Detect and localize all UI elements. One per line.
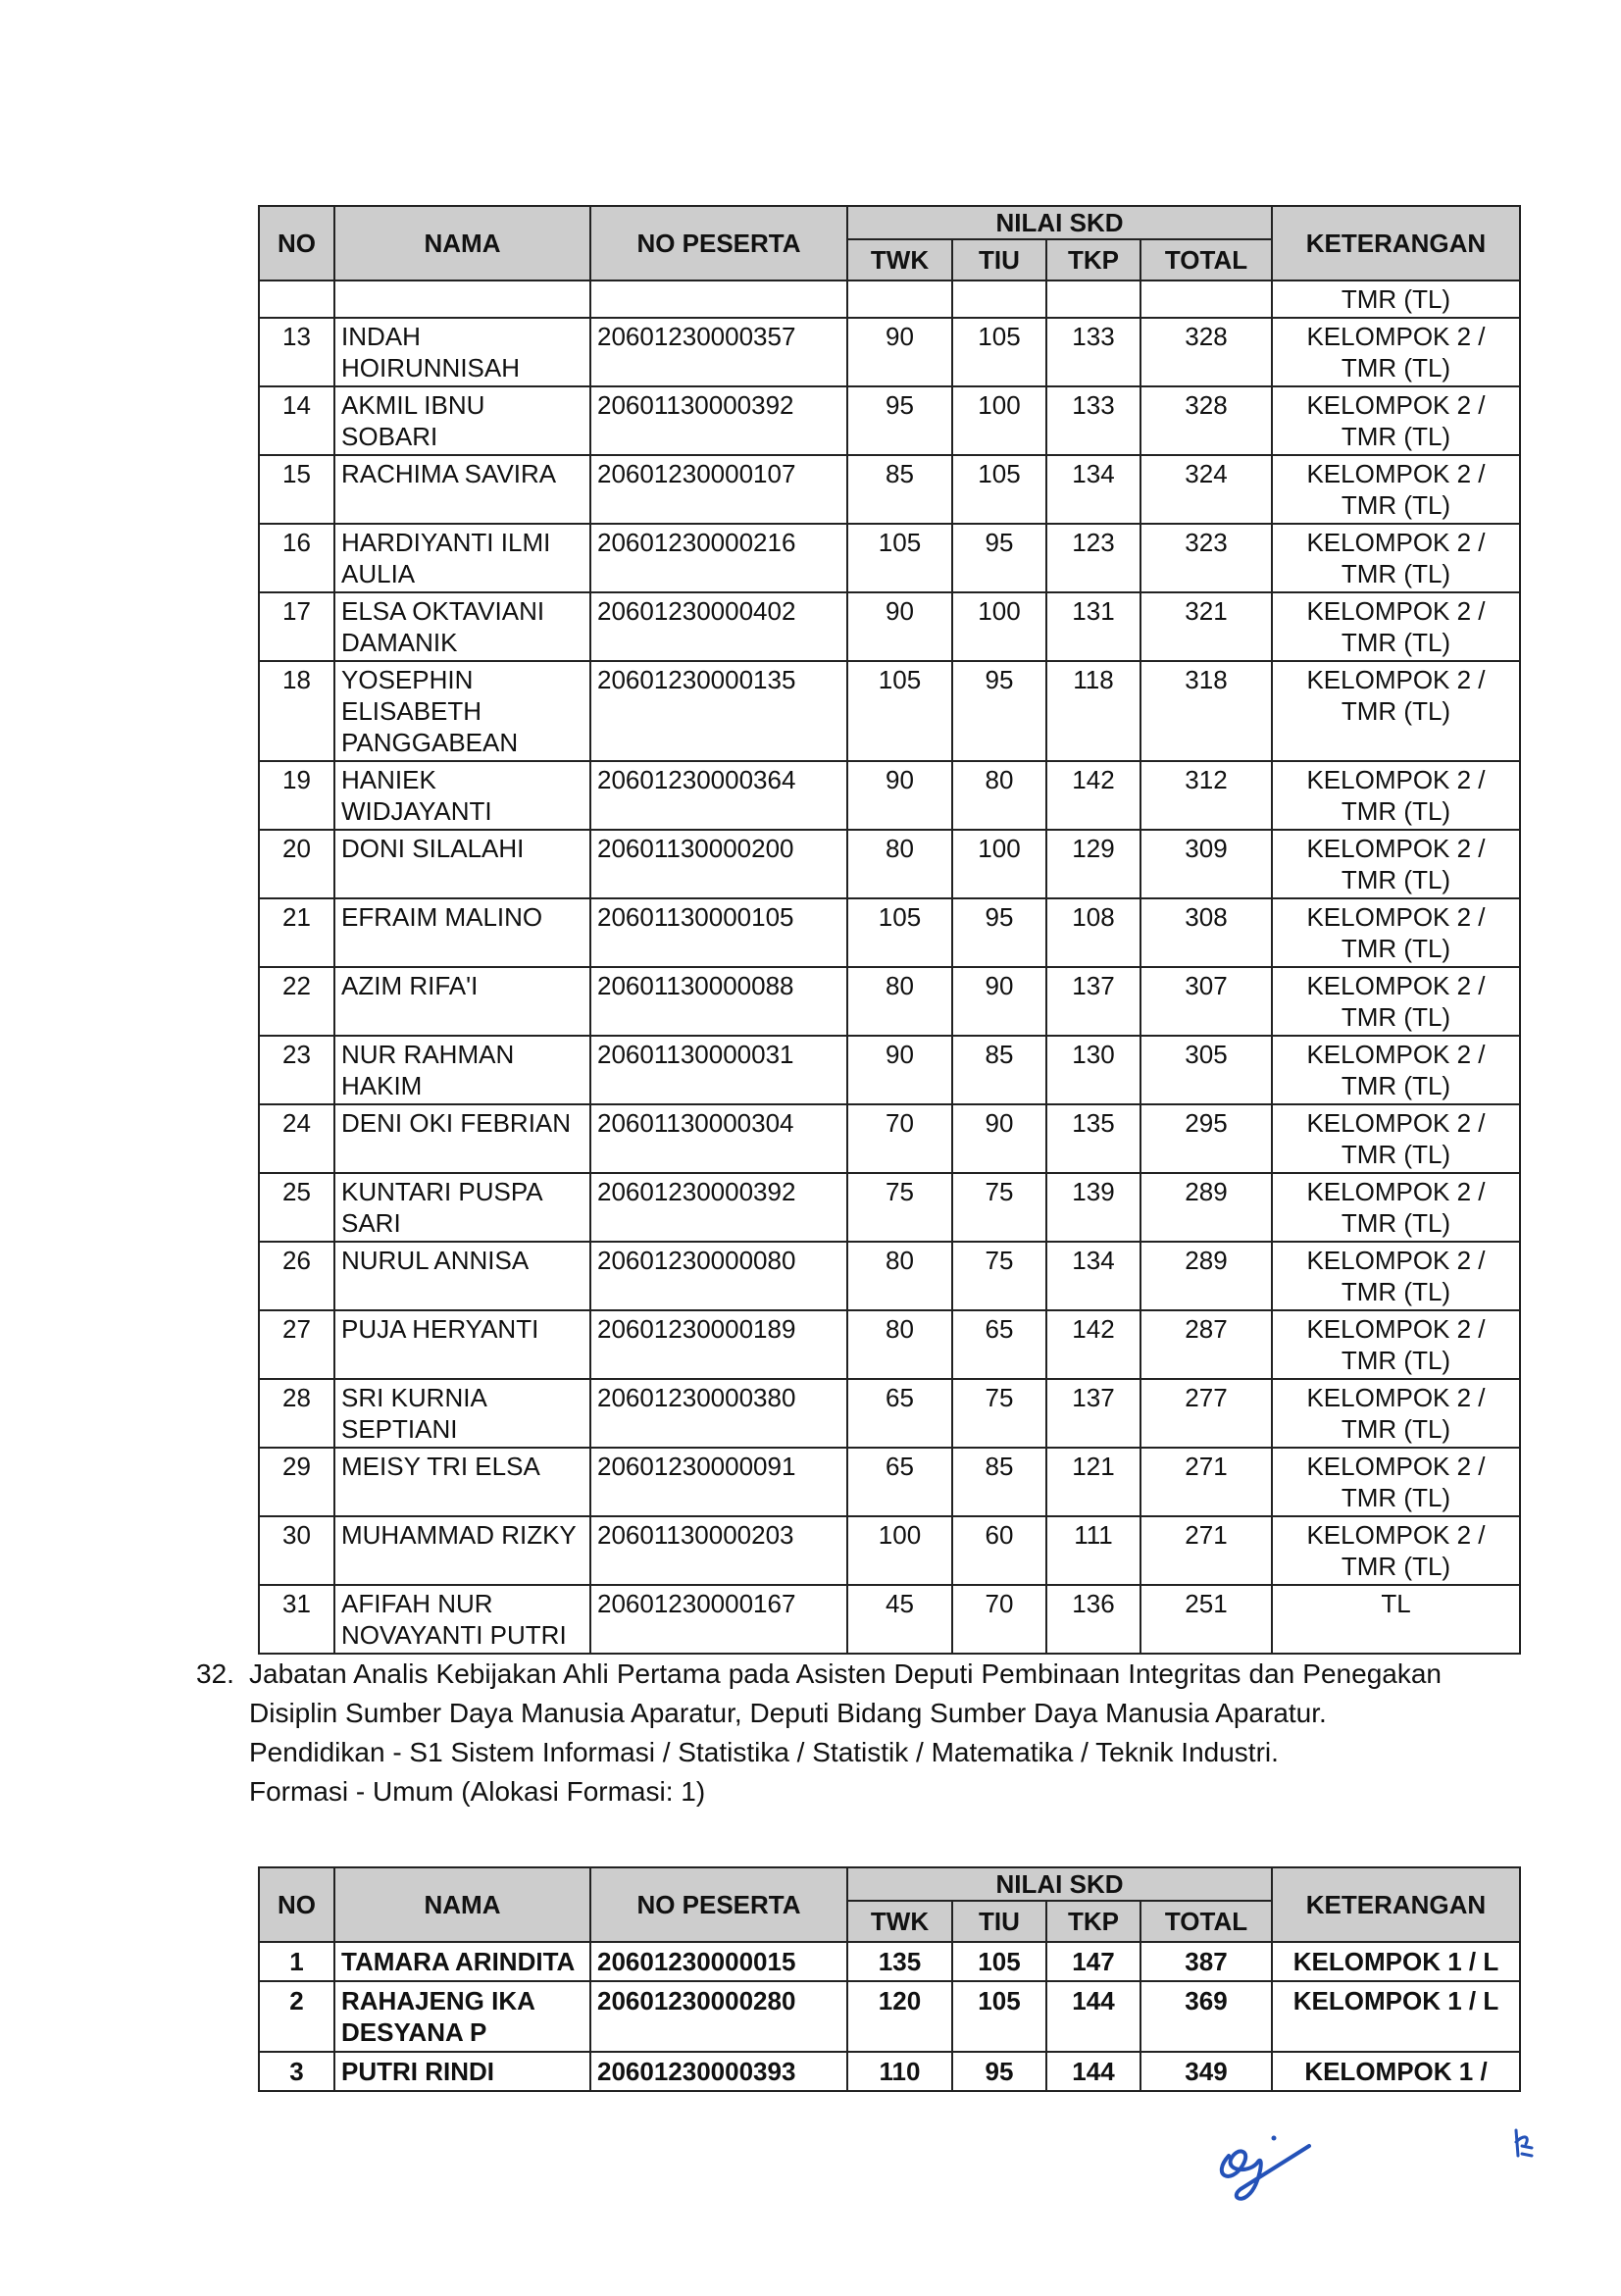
table-row [259, 1173, 1520, 1242]
table-row [259, 1310, 1520, 1379]
cell-nama: NUR RAHMAN HAKIM [334, 1036, 590, 1104]
cell-tiu: 100 [952, 386, 1046, 455]
table-row [259, 592, 1520, 661]
header-nilai-skd: NILAI SKD [847, 206, 1272, 239]
score-table-formasi-31 [258, 205, 1521, 1655]
cell-total: 321 [1140, 592, 1272, 661]
pendidikan-line: Pendidikan - S1 Sistem Informasi / Statistika / Statistik / Matematika / Teknik Industri. [249, 1737, 1279, 1767]
table-row [259, 524, 1520, 592]
cell-tkp: 118 [1046, 661, 1140, 761]
cell-tkp: 147 [1046, 1942, 1140, 1981]
cell-tiu: 65 [952, 1310, 1046, 1379]
table-row [259, 1036, 1520, 1104]
cell-no: 28 [259, 1379, 334, 1448]
header-no: NO [259, 206, 334, 281]
cell-no: 25 [259, 1173, 334, 1242]
cell-tiu: 90 [952, 967, 1046, 1036]
cell-twk: 105 [847, 661, 952, 761]
table-row [259, 1379, 1520, 1448]
table-row [259, 318, 1520, 386]
cell-total: 369 [1140, 1981, 1272, 2052]
cell-tiu: 60 [952, 1516, 1046, 1585]
cell-no-peserta: 20601130000031 [590, 1036, 847, 1104]
cell-tkp: 136 [1046, 1585, 1140, 1654]
cell-nama: TAMARA ARINDITA [334, 1942, 590, 1981]
cell-tiu: 85 [952, 1448, 1046, 1516]
cell-twk: 105 [847, 524, 952, 592]
cell-tiu: 80 [952, 761, 1046, 830]
table-row [259, 761, 1520, 830]
cell-tiu: 100 [952, 830, 1046, 898]
signature-initial [1201, 2117, 1329, 2215]
cell-tkp: 137 [1046, 967, 1140, 1036]
cell-twk: 80 [847, 967, 952, 1036]
cell-no-peserta: 20601230000107 [590, 455, 847, 524]
table-row [259, 830, 1520, 898]
cell-tkp: 121 [1046, 1448, 1140, 1516]
cell-tiu: 95 [952, 524, 1046, 592]
cell-tkp: 142 [1046, 1310, 1140, 1379]
cell-nama: ELSA OKTAVIANI DAMANIK [334, 592, 590, 661]
cell-tkp: 133 [1046, 386, 1140, 455]
header-total: TOTAL [1140, 1901, 1272, 1942]
cell-no-peserta: 20601230000216 [590, 524, 847, 592]
cell-total: 318 [1140, 661, 1272, 761]
cell-tkp: 144 [1046, 1981, 1140, 2052]
header-tiu: TIU [952, 239, 1046, 281]
header-nama: NAMA [334, 1867, 590, 1942]
cell-twk: 120 [847, 1981, 952, 2052]
cell-no-peserta: 20601130000304 [590, 1104, 847, 1173]
cell-keterangan: KELOMPOK 2 / TMR (TL) [1272, 592, 1520, 661]
cell-twk: 45 [847, 1585, 952, 1654]
cell-tkp: 130 [1046, 1036, 1140, 1104]
score-table-formasi-32 [258, 1866, 1521, 2092]
cell-tiu: 95 [952, 2052, 1046, 2091]
header-tiu: TIU [952, 1901, 1046, 1942]
cell-tkp: 142 [1046, 761, 1140, 830]
cell-tiu: 70 [952, 1585, 1046, 1654]
cell-total: 271 [1140, 1448, 1272, 1516]
cell-twk: 65 [847, 1379, 952, 1448]
cell-no-peserta: 20601130000105 [590, 898, 847, 967]
table-row [259, 967, 1520, 1036]
cell-no-peserta: 20601230000015 [590, 1942, 847, 1981]
cell-twk: 75 [847, 1173, 952, 1242]
cell-twk: 70 [847, 1104, 952, 1173]
header-twk: TWK [847, 239, 952, 281]
cell-tkp: 137 [1046, 1379, 1140, 1448]
cell-total: 295 [1140, 1104, 1272, 1173]
cell-total: 289 [1140, 1242, 1272, 1310]
cell-nama: NURUL ANNISA [334, 1242, 590, 1310]
cell-twk: 105 [847, 898, 952, 967]
cell-no-peserta: 20601230000167 [590, 1585, 847, 1654]
cell-keterangan: KELOMPOK 2 / TMR (TL) [1272, 1516, 1520, 1585]
cell-tkp: 139 [1046, 1173, 1140, 1242]
cell-total: 312 [1140, 761, 1272, 830]
cell-keterangan: KELOMPOK 2 / TMR (TL) [1272, 830, 1520, 898]
cell-nama: DENI OKI FEBRIAN [334, 1104, 590, 1173]
cell-no-peserta: 20601230000135 [590, 661, 847, 761]
cell-no-peserta: 20601230000364 [590, 761, 847, 830]
cell-no: 21 [259, 898, 334, 967]
cell-twk: 110 [847, 2052, 952, 2091]
cell-nama: HARDIYANTI ILMI AULIA [334, 524, 590, 592]
cell-keterangan: KELOMPOK 1 / [1272, 2052, 1520, 2091]
cell-tiu: 75 [952, 1173, 1046, 1242]
cell-keterangan: KELOMPOK 2 / TMR (TL) [1272, 1036, 1520, 1104]
cell-keterangan: KELOMPOK 2 / TMR (TL) [1272, 1242, 1520, 1310]
table-row [259, 1942, 1520, 1981]
cell-nama: PUTRI RINDI [334, 2052, 590, 2091]
cell-total: 305 [1140, 1036, 1272, 1104]
cell-nama: SRI KURNIA SEPTIANI [334, 1379, 590, 1448]
cell-tkp: 111 [1046, 1516, 1140, 1585]
cell-keterangan: KELOMPOK 2 / TMR (TL) [1272, 1104, 1520, 1173]
cell-no: 14 [259, 386, 334, 455]
header-twk: TWK [847, 1901, 952, 1942]
cell-total: 287 [1140, 1310, 1272, 1379]
cell-tkp: 134 [1046, 455, 1140, 524]
cell-no: 3 [259, 2052, 334, 2091]
cell-tiu: 105 [952, 318, 1046, 386]
cell-total: 289 [1140, 1173, 1272, 1242]
cell-no-peserta: 20601230000393 [590, 2052, 847, 2091]
cell-no: 24 [259, 1104, 334, 1173]
header-tkp: TKP [1046, 1901, 1140, 1942]
cell-keterangan: KELOMPOK 2 / TMR (TL) [1272, 967, 1520, 1036]
header-nilai-skd: NILAI SKD [847, 1867, 1272, 1901]
table-row [259, 898, 1520, 967]
table-row [259, 386, 1520, 455]
cell-twk: 90 [847, 592, 952, 661]
cell-keterangan: KELOMPOK 2 / TMR (TL) [1272, 1448, 1520, 1516]
cell-keterangan: KELOMPOK 2 / TMR (TL) [1272, 524, 1520, 592]
cell-twk: 90 [847, 761, 952, 830]
cell-twk: 65 [847, 1448, 952, 1516]
table-row-carryover [259, 281, 1520, 318]
header-keterangan: KETERANGAN [1272, 1867, 1520, 1942]
cell-no: 17 [259, 592, 334, 661]
cell-tiu: 75 [952, 1242, 1046, 1310]
cell-tiu: 100 [952, 592, 1046, 661]
cell-no-peserta: 20601230000189 [590, 1310, 847, 1379]
cell-no: 22 [259, 967, 334, 1036]
cell-total: 387 [1140, 1942, 1272, 1981]
cell-tiu: 85 [952, 1036, 1046, 1104]
cell-no: 1 [259, 1942, 334, 1981]
cell-total: 328 [1140, 318, 1272, 386]
cell-no: 2 [259, 1981, 334, 2052]
cell-nama: EFRAIM MALINO [334, 898, 590, 967]
cell-keterangan: KELOMPOK 2 / TMR (TL) [1272, 455, 1520, 524]
cell-twk: 80 [847, 1242, 952, 1310]
cell-total: 251 [1140, 1585, 1272, 1654]
cell-no: 23 [259, 1036, 334, 1104]
section-title: Jabatan Analis Kebijakan Ahli Pertama pada Asisten Deputi Pembinaan Integritas dan Penegakan Disiplin Sumber Daya Manusia Aparatur, Deputi Bidang Sumber Daya Manusia Aparatur. [249, 1658, 1442, 1728]
paraf-mark [1510, 2126, 1536, 2162]
header-keterangan: KETERANGAN [1272, 206, 1520, 281]
cell-no: 31 [259, 1585, 334, 1654]
cell-nama: MEISY TRI ELSA [334, 1448, 590, 1516]
cell-nama: AFIFAH NUR NOVAYANTI PUTRI [334, 1585, 590, 1654]
table-row [259, 1448, 1520, 1516]
header-no-peserta: NO PESERTA [590, 206, 847, 281]
cell-twk: 90 [847, 1036, 952, 1104]
cell-no: 13 [259, 318, 334, 386]
header-no: NO [259, 1867, 334, 1942]
cell-total: 271 [1140, 1516, 1272, 1585]
cell-nama: AZIM RIFA'I [334, 967, 590, 1036]
cell-no-peserta: 20601230000080 [590, 1242, 847, 1310]
cell-keterangan: KELOMPOK 2 / TMR (TL) [1272, 1173, 1520, 1242]
table-row [259, 661, 1520, 761]
cell-twk: 95 [847, 386, 952, 455]
cell-tiu: 105 [952, 1942, 1046, 1981]
cell-keterangan: KELOMPOK 2 / TMR (TL) [1272, 1379, 1520, 1448]
cell-nama: INDAH HOIRUNNISAH [334, 318, 590, 386]
cell-keterangan: KELOMPOK 2 / TMR (TL) [1272, 1310, 1520, 1379]
cell-nama: DONI SILALAHI [334, 830, 590, 898]
cell-tkp: 133 [1046, 318, 1140, 386]
cell-no: 18 [259, 661, 334, 761]
cell-nama: MUHAMMAD RIZKY [334, 1516, 590, 1585]
header-tkp: TKP [1046, 239, 1140, 281]
cell-total: 328 [1140, 386, 1272, 455]
cell-tkp: 131 [1046, 592, 1140, 661]
cell-keterangan: KELOMPOK 2 / TMR (TL) [1272, 898, 1520, 967]
cell-total: 349 [1140, 2052, 1272, 2091]
cell-tiu: 90 [952, 1104, 1046, 1173]
cell-no-peserta: 20601230000091 [590, 1448, 847, 1516]
cell-tkp: 123 [1046, 524, 1140, 592]
cell-no: 16 [259, 524, 334, 592]
cell-tiu: 105 [952, 1981, 1046, 2052]
cell-no: 20 [259, 830, 334, 898]
cell-tiu: 95 [952, 898, 1046, 967]
cell-twk: 100 [847, 1516, 952, 1585]
cell-tkp: 144 [1046, 2052, 1140, 2091]
cell-no-peserta: 20601130000392 [590, 386, 847, 455]
cell-keterangan: TMR (TL) [1272, 281, 1520, 318]
cell-total: 308 [1140, 898, 1272, 967]
table-row [259, 1516, 1520, 1585]
cell-no-peserta: 20601130000200 [590, 830, 847, 898]
cell-no-peserta: 20601230000380 [590, 1379, 847, 1448]
cell-tkp: 108 [1046, 898, 1140, 967]
cell-no: 26 [259, 1242, 334, 1310]
cell-total: 324 [1140, 455, 1272, 524]
cell-tiu: 75 [952, 1379, 1046, 1448]
cell-tkp: 135 [1046, 1104, 1140, 1173]
table-row [259, 1242, 1520, 1310]
cell-no: 30 [259, 1516, 334, 1585]
cell-nama: PUJA HERYANTI [334, 1310, 590, 1379]
table-row [259, 1981, 1520, 2052]
table-row [259, 2052, 1520, 2091]
cell-tkp: 129 [1046, 830, 1140, 898]
cell-no-peserta: 20601130000203 [590, 1516, 847, 1585]
cell-nama: KUNTARI PUSPA SARI [334, 1173, 590, 1242]
cell-keterangan: KELOMPOK 2 / TMR (TL) [1272, 661, 1520, 761]
table-row [259, 1585, 1520, 1654]
cell-keterangan: KELOMPOK 1 / L [1272, 1942, 1520, 1981]
cell-tkp: 134 [1046, 1242, 1140, 1310]
cell-total: 307 [1140, 967, 1272, 1036]
table-row [259, 1104, 1520, 1173]
cell-no-peserta: 20601130000088 [590, 967, 847, 1036]
cell-no-peserta: 20601230000402 [590, 592, 847, 661]
cell-no: 29 [259, 1448, 334, 1516]
table-row [259, 455, 1520, 524]
section-number: 32. [196, 1658, 234, 1689]
cell-nama: RACHIMA SAVIRA [334, 455, 590, 524]
cell-total: 323 [1140, 524, 1272, 592]
cell-no: 19 [259, 761, 334, 830]
cell-tiu: 95 [952, 661, 1046, 761]
header-no-peserta: NO PESERTA [590, 1867, 847, 1942]
cell-no-peserta: 20601230000357 [590, 318, 847, 386]
cell-no-peserta: 20601230000280 [590, 1981, 847, 2052]
cell-nama: HANIEK WIDJAYANTI [334, 761, 590, 830]
section-32 [196, 1655, 1442, 1811]
formasi-line: Formasi - Umum (Alokasi Formasi: 1) [249, 1776, 706, 1807]
cell-twk: 80 [847, 830, 952, 898]
cell-no: 27 [259, 1310, 334, 1379]
cell-total: 277 [1140, 1379, 1272, 1448]
header-nama: NAMA [334, 206, 590, 281]
cell-twk: 85 [847, 455, 952, 524]
cell-tiu: 105 [952, 455, 1046, 524]
cell-keterangan: TL [1272, 1585, 1520, 1654]
cell-nama: AKMIL IBNU SOBARI [334, 386, 590, 455]
header-total: TOTAL [1140, 239, 1272, 281]
cell-twk: 135 [847, 1942, 952, 1981]
cell-keterangan: KELOMPOK 1 / L [1272, 1981, 1520, 2052]
cell-keterangan: KELOMPOK 2 / TMR (TL) [1272, 761, 1520, 830]
cell-twk: 90 [847, 318, 952, 386]
cell-keterangan: KELOMPOK 2 / TMR (TL) [1272, 318, 1520, 386]
cell-nama: RAHAJENG IKA DESYANA P [334, 1981, 590, 2052]
cell-keterangan: KELOMPOK 2 / TMR (TL) [1272, 386, 1520, 455]
cell-no: 15 [259, 455, 334, 524]
cell-total: 309 [1140, 830, 1272, 898]
cell-no-peserta: 20601230000392 [590, 1173, 847, 1242]
cell-twk: 80 [847, 1310, 952, 1379]
cell-nama: YOSEPHIN ELISABETH PANGGABEAN [334, 661, 590, 761]
